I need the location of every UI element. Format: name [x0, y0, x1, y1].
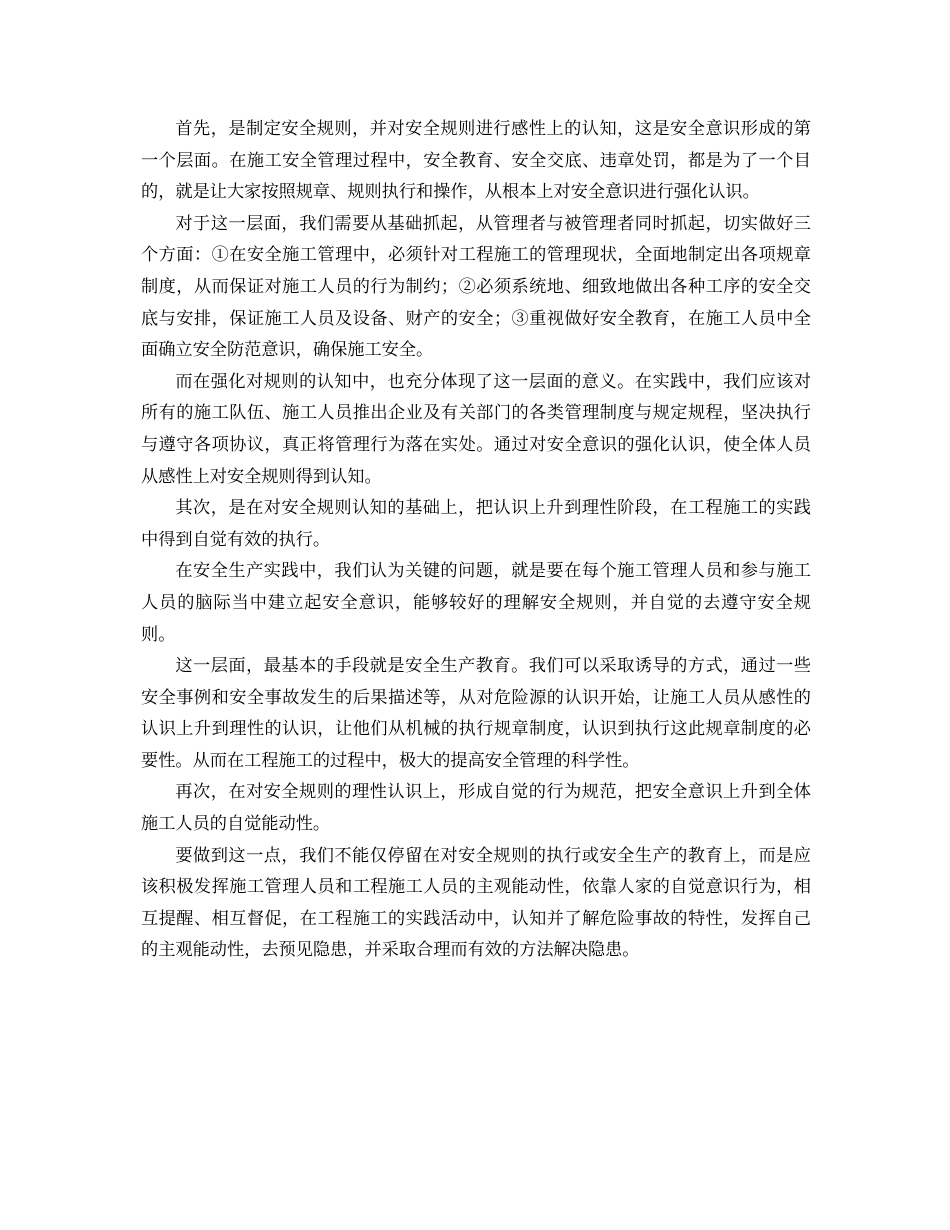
paragraph-3: 而在强化对规则的认知中，也充分体现了这一层面的意义。在实践中，我们应该对所有的施工队伍、施工人员推出企业及有关部门的各类管理制度与规定规程，坚决执行与遵守各项协议，真正将管理行为落在实处。通过对安全意识的强化认识，使全体人员从感性上对安全规则得到认知。 — [141, 371, 811, 487]
paragraph-4: 其次，是在对安全规则认知的基础上，把认识上升到理性阶段，在工程施工的实践中得到自觉有效的执行。 — [141, 498, 811, 550]
paragraph-6: 这一层面，最基本的手段就是安全生产教育。我们可以采取诱导的方式，通过一些安全事例和安全事故发生的后果描述等，从对危险源的认识开始，让施工人员从感性的认识上升到理性的认识，让他们从机械的执行规章制度，认识到执行这此规章制度的必要性。从而在工程施工的过程中，极大的提高安全管理的科学性。 — [141, 656, 811, 771]
paragraph-7: 再次，在对安全规则的理性认识上，形成自觉的行为规范，把安全意识上升到全体施工人员的自觉能动性。 — [141, 782, 811, 835]
paragraph-8: 要做到这一点，我们不能仅停留在对安全规则的执行或安全生产的教育上，而是应该积极发挥施工管理人员和工程施工人员的主观能动性，依靠人家的自觉意识行为，相互提醒、相互督促，在工程施工的实践活动中，认知并了解危险事故的特性，发挥自己的主观能动性，去预见隐患，并采取合理而有效的方法解决隐患。 — [141, 845, 811, 961]
paragraph-1: 首先，是制定安全规则，并对安全规则进行感性上的认知，这是安全意识形成的第一个层面。在施工安全管理过程中，安全教育、安全交底、违章处罚，都是为了一个目的，就是让大家按照规章、规则执行和操作，从根本上对安全意识进行强化认识。 — [141, 119, 811, 203]
paragraph-2: 对于这一层面，我们需要从基础抓起，从管理者与被管理者同时抓起，切实做好三个方面：①在安全施工管理中，必须针对工程施工的管理现状，全面地制定出各项规章制度，从而保证对施工人员的行为制约；②必须系统地、细致地做出各种工序的安全交底与安排，保证施工人员及设备、财产的安全；③重视做好安全教育，在施工人员中全面确立安全防范意识，确保施工安全。 — [141, 213, 811, 361]
document-body — [141, 114, 811, 967]
paragraph-5: 在安全生产实践中，我们认为关键的问题，就是要在每个施工管理人员和参与施工人员的脑际当中建立起安全意识，能够较好的理解安全规则，并自觉的去遵守安全规则。 — [141, 561, 811, 645]
